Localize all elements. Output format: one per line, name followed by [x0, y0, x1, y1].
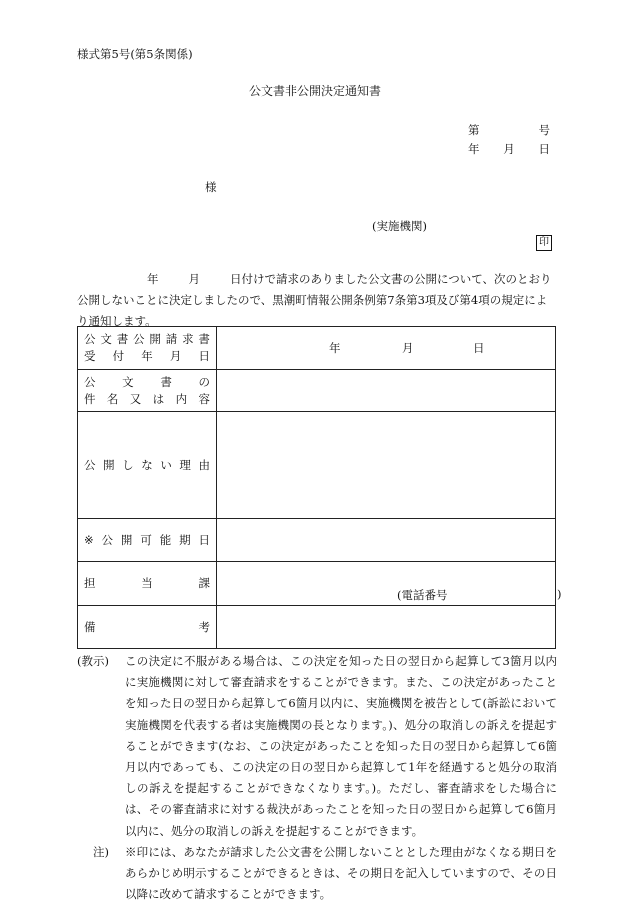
label-char: 書 — [198, 332, 210, 346]
phone-close: ) — [557, 587, 562, 601]
label-line — [84, 619, 210, 636]
label-char: 又 — [129, 391, 142, 406]
form-number-label: 様式第5号(第5条関係) — [77, 47, 193, 61]
intro-lead: 日付けで請求のありました公文書の公開について、次のとおり — [230, 272, 552, 286]
remarks-label — [78, 606, 217, 649]
label-char: 年 — [141, 349, 153, 363]
label-char: 担 — [84, 576, 96, 590]
disclosable-date-value — [217, 519, 556, 562]
label-char: 書 — [116, 332, 129, 346]
document-title: 公文書非公開決定通知書 — [248, 84, 381, 98]
label-char: ※ — [84, 532, 94, 547]
label-char: 受 — [84, 349, 96, 363]
number-dai: 第 — [468, 123, 480, 137]
label-char: 考 — [198, 619, 210, 634]
label-char: の — [198, 374, 210, 389]
label-char: 書 — [160, 374, 172, 389]
number-go: 号 — [538, 123, 550, 137]
intro-line3: り通知します。 — [77, 314, 157, 328]
label-line — [84, 391, 210, 408]
label-char: 可 — [140, 532, 152, 547]
intro-month: 月 — [188, 272, 200, 286]
footnote — [77, 842, 557, 906]
reason-label — [78, 412, 217, 519]
label-char: 公 — [84, 374, 96, 389]
table-row — [78, 327, 556, 370]
notice-table — [77, 326, 562, 649]
date-month: 月 — [503, 142, 515, 156]
seal-mark: 印 — [536, 235, 552, 251]
label-char: 理 — [179, 457, 191, 472]
label-char: 内 — [175, 391, 188, 406]
label-line — [84, 331, 210, 348]
implementing-agency: (実施機関) — [372, 219, 427, 233]
date-day: 日 — [538, 142, 550, 156]
label-char: 文 — [122, 374, 134, 389]
label-char: 請 — [165, 332, 178, 346]
footnote-label: 注) — [93, 844, 109, 859]
label-char: 備 — [84, 619, 96, 634]
label-char: 開 — [103, 457, 115, 472]
label-char: 件 — [84, 391, 96, 406]
label-char: 当 — [141, 576, 153, 590]
label-char: 名 — [106, 391, 119, 406]
reason-value — [217, 412, 556, 519]
receipt-year: 年 — [329, 340, 341, 355]
receipt-day: 日 — [473, 340, 485, 355]
remarks-value — [217, 606, 556, 649]
label-line — [84, 532, 210, 549]
label-char: 能 — [159, 532, 172, 547]
document-number — [468, 122, 550, 138]
label-line — [84, 374, 210, 391]
label-char: 文 — [100, 332, 112, 346]
department-label — [78, 562, 217, 606]
subject-label — [78, 370, 217, 412]
date-year: 年 — [468, 142, 480, 156]
label-char: 求 — [182, 332, 194, 346]
subject-value — [217, 370, 556, 412]
label-char: 付 — [112, 349, 125, 363]
label-char: 月 — [169, 349, 182, 363]
label-line — [84, 457, 210, 474]
label-char: 開 — [120, 532, 133, 547]
issue-date — [468, 141, 550, 157]
intro-line2: 公開しないことに決定しましたので、黒潮町情報公開条例第7条第3項及び第4項の規定によ — [77, 293, 548, 307]
label-char: 容 — [198, 391, 210, 406]
table-row — [78, 412, 556, 519]
label-char: 日 — [198, 532, 210, 547]
receipt-month: 月 — [402, 340, 414, 355]
footnote-text: ※印には、あなたが請求した公文書を公開しないこととした理由がなくなる期日をあらかじめ明示することができるときは、その期日を記入していますので、その日以降に改めて請求することができます。 — [125, 844, 557, 902]
table-row — [78, 606, 556, 649]
phone-label: (電話番号 — [397, 588, 448, 602]
label-char: し — [122, 457, 134, 472]
addressee-suffix: 様 — [205, 180, 217, 194]
intro-paragraph — [77, 269, 553, 332]
disclosable-date-label — [78, 519, 217, 562]
intro-year: 年 — [147, 272, 159, 286]
table-row — [78, 370, 556, 412]
table-row — [78, 562, 556, 606]
label-char: 課 — [198, 576, 210, 590]
notes-section — [77, 651, 557, 905]
label-char: 公 — [133, 332, 145, 346]
label-char: 期 — [179, 532, 191, 547]
instruction-text: この決定に不服がある場合は、この決定を知った日の翌日から起算して3箇月以内に実施機関に対して審査請求をすることができます。また、この決定があったことを知った日の翌日から起算して6箇月以内に、実施機関を被告として(訴訟において実施機関を代表する者は実施機関の長となります。)、処分の取消しの訴えを提起することができます(なお、この決定があったことを知った日の翌日から起算して6箇月以内であっても、この決定の日の翌日から起算して1年を経過すると処分の取消しの訴えを提起することができなくなります。)。ただし、審査請求をした場合には、その審査請求に対する裁決があったことを知った日の翌日から起算して6箇月以内に、処分の取消しの訴えを提起することができます。 — [125, 654, 557, 838]
table-row — [78, 519, 556, 562]
department-value — [217, 562, 562, 606]
label-char: な — [141, 457, 153, 472]
receipt-date-value — [217, 327, 556, 370]
receipt-date-label — [78, 327, 217, 370]
label-char: は — [152, 391, 165, 406]
label-char: 公 — [84, 332, 96, 346]
label-char: い — [160, 457, 172, 472]
instruction-note — [77, 651, 557, 842]
label-char: 開 — [149, 332, 161, 346]
label-char: 公 — [101, 532, 114, 547]
label-char: 公 — [84, 457, 96, 472]
label-line — [84, 575, 210, 592]
instruction-label: (教示) — [77, 654, 109, 668]
label-char: 日 — [198, 349, 210, 363]
label-line — [84, 348, 210, 365]
label-char: 由 — [198, 457, 210, 472]
